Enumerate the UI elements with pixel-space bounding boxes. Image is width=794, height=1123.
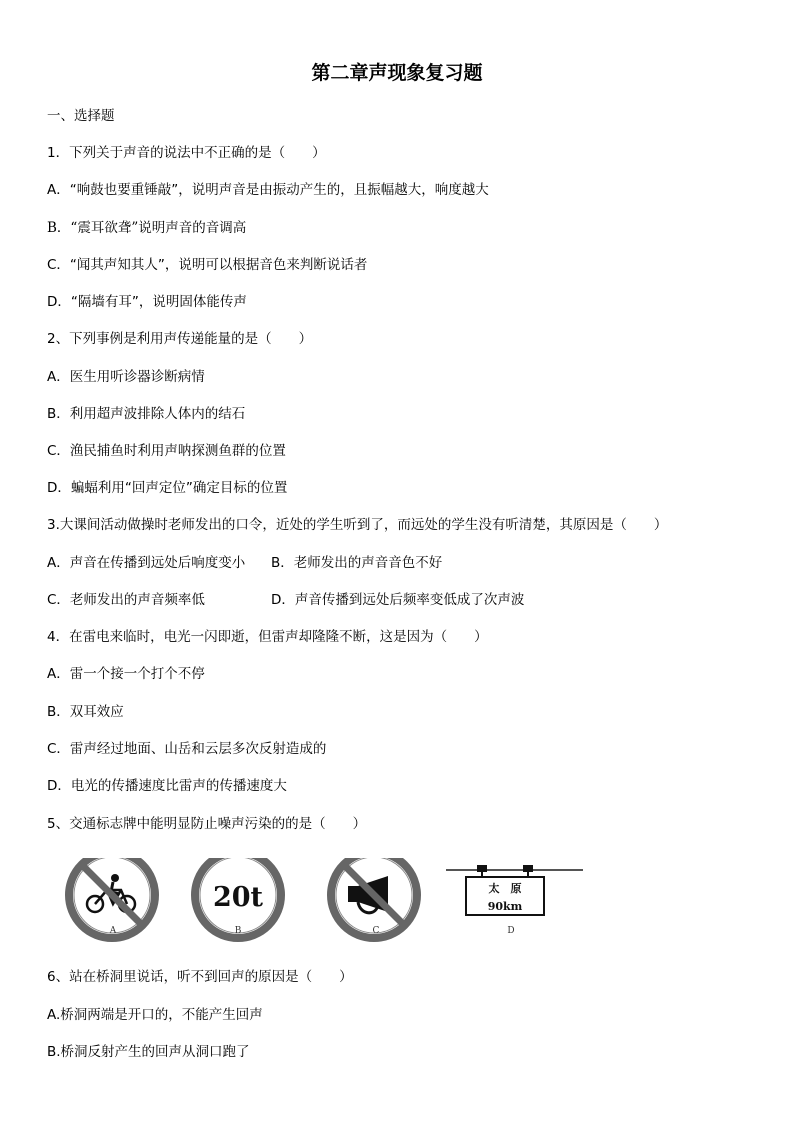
page-title: 第二章声现象复习题 [311, 62, 483, 84]
sign-label-b: B [234, 926, 242, 936]
weight-limit-text: 20t [212, 882, 264, 913]
question-1-option-a: A．“响鼓也要重锤敲”，说明声音是由振动产生的，且振幅越大，响度越大 [47, 182, 489, 198]
question-3-option-b: B．老师发出的声音音色不好 [271, 555, 443, 571]
distance-sign-icon [446, 865, 583, 915]
question-2-option-a: A．医生用听诊器诊断病情 [47, 369, 205, 385]
question-2-option-b: B．利用超声波排除人体内的结石 [47, 406, 246, 422]
section-heading: 一、选择题 [47, 108, 115, 124]
question-3-option-d: D．声音传播到远处后频率变低成了次声波 [271, 592, 525, 608]
question-2-option-c: C．渔民捕鱼时利用声呐探测鱼群的位置 [47, 443, 286, 459]
question-1-option-c: C．“闻其声知其人”，说明可以根据音色来判断说话者 [47, 257, 368, 273]
question-3-option-a: A．声音在传播到远处后响度变小 [47, 555, 246, 571]
sign-label-c: C [372, 926, 380, 936]
question-1-option-b: B．“震耳欲聋”说明声音的音调高 [47, 220, 247, 236]
question-3-options-row-1 [47, 554, 443, 572]
sign-label-a: A [109, 926, 117, 936]
question-3-option-c: C．老师发出的声音频率低 [47, 592, 205, 608]
question-4-option-a: A．雷一个接一个打个不停 [47, 666, 205, 682]
question-6-stem: 6、站在桥洞里说话，听不到回声的原因是（ ） [47, 969, 353, 985]
distance-sign-km: 90km [487, 900, 523, 913]
question-1-stem: 1．下列关于声音的说法中不正确的是（ ） [47, 145, 326, 161]
question-3-stem: 3.大课间活动做操时老师发出的口令，近处的学生听到了，而远处的学生没有听清楚，其原因是（ ） [47, 517, 668, 533]
question-2-option-d: D．蝙蝠利用“回声定位”确定目标的位置 [47, 480, 288, 496]
traffic-signs-figure [55, 858, 595, 948]
question-4-option-d: D．电光的传播速度比雷声的传播速度大 [47, 778, 287, 794]
question-1-option-d: D．“隔墙有耳”，说明固体能传声 [47, 294, 247, 310]
question-4-stem: 4．在雷电来临时，电光一闪即逝，但雷声却隆隆不断，这是因为（ ） [47, 629, 488, 645]
sign-label-d: D [507, 926, 515, 936]
question-2-stem: 2、下列事例是利用声传递能量的是（ ） [47, 331, 313, 347]
question-4-option-b: B．双耳效应 [47, 704, 124, 720]
question-6-option-b: B.桥洞反射产生的回声从洞口跑了 [47, 1044, 250, 1060]
question-4-option-c: C．雷声经过地面、山岳和云层多次反射造成的 [47, 741, 327, 757]
question-3-options-row-2 [47, 591, 525, 609]
question-6-option-a: A.桥洞两端是开口的，不能产生回声 [47, 1007, 263, 1023]
question-5-stem: 5、交通标志牌中能明显防止噪声污染的的是（ ） [47, 816, 367, 832]
distance-sign-city: 太 原 [488, 882, 522, 895]
